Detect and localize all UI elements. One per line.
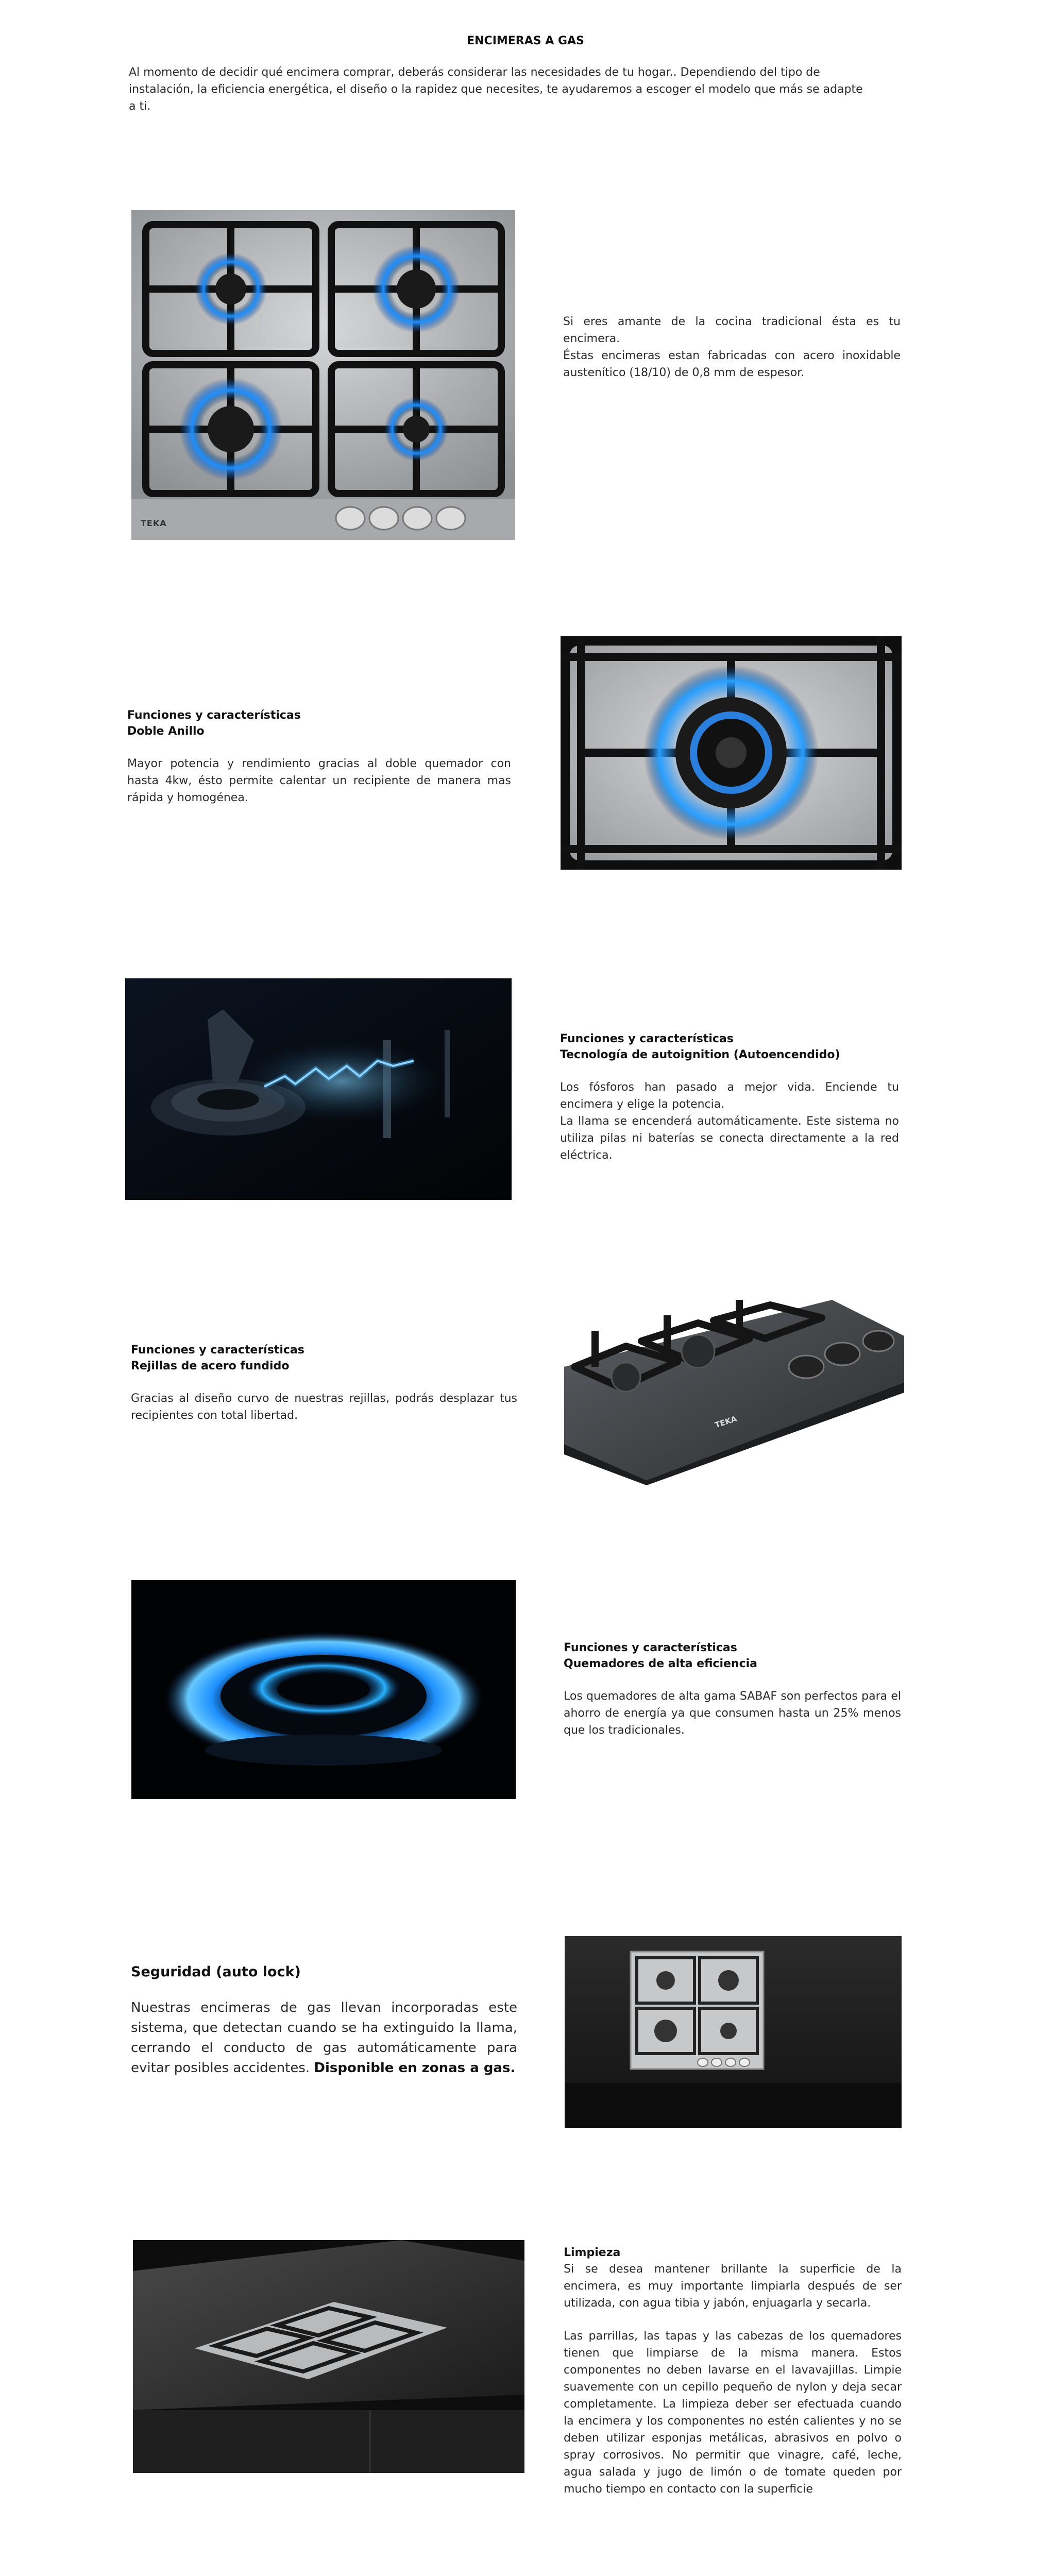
section-heading: Rejillas de acero fundido — [131, 1360, 290, 1372]
intro-product-text — [563, 313, 901, 381]
section-body-1: Los fósforos han pasado a mejor vida. Enciende tu encimera y elige la potencia. — [560, 1081, 899, 1111]
section-heading: Quemadores de alta eficiencia — [564, 1657, 757, 1670]
section-heading: Doble Anillo — [127, 725, 205, 738]
seguridad-text — [131, 1962, 517, 2078]
section-heading: Seguridad (auto lock) — [131, 1964, 301, 1980]
section-body-1: Si se desea mantener brillante la superficie de la encimera, es muy importante limpiarla después de ser utilizada, con agua tibia y jabón, enjuagarla y secarla. — [564, 2263, 902, 2310]
hob-dark-kitchen-image — [565, 1936, 902, 2128]
section-body: Gracias al diseño curvo de nuestras rejillas, podrás desplazar tus recipientes con total libertad. — [131, 1392, 517, 1422]
rejillas-text — [131, 1342, 517, 1424]
section-kicker: Funciones y características — [560, 1032, 734, 1045]
brand-logo: TEKA — [714, 1414, 738, 1430]
section-kicker: Funciones y características — [564, 1641, 737, 1654]
intro-product-line1: Si eres amante de la cocina tradicional ésta es tu encimera. — [563, 315, 901, 345]
section-body-bold: Disponible en zonas a gas. — [314, 2060, 516, 2076]
autoignicion-text — [560, 1031, 899, 1164]
intro-product-line2: Éstas encimeras estan fabricadas con acero inoxidable austenítico (18/10) de 0,8 mm de espesor. — [563, 349, 901, 379]
ignition-spark-image — [125, 978, 512, 1200]
section-body: Los quemadores de alta gama SABAF son perfectos para el ahorro de energía ya que consumen hasta un 25% menos que los tradicionales. — [564, 1690, 901, 1737]
section-body-2: Las parrillas, las tapas y las cabezas de los quemadores tienen que limpiarse de la misma manera. Estos componentes no deben lavarse en el lavavajillas. Limpie suavemente con un cepillo pequeño de nylon y deja secar completamente. La limpieza deber ser efectuada cuando la encimera y los componentes no estén calientes y no se deben utilizar esponjas metálicas, abrasivos en polvo o spray corrosivos. No permitir que vinagre, café, leche, agua salada y jugo de limón o de tomate queden por mucho tiempo en contacto con la superficie — [564, 2330, 902, 2496]
section-body-text: Nuestras encimeras de gas llevan incorporadas este sistema, que detectan cuando se ha extinguido la llama, cerrando el conducto de gas automáticamente para evitar posibles accidentes. — [131, 2000, 517, 2076]
burner-closeup-image — [561, 636, 902, 870]
section-kicker: Funciones y características — [131, 1344, 304, 1357]
section-body-2: La llama se encenderá automáticamente. Este sistema no utiliza pilas ni baterías se conecta directamente a la red eléctrica. — [560, 1115, 899, 1162]
quemadores-text — [564, 1640, 901, 1739]
blue-flame-image — [131, 1580, 516, 1799]
doble-anillo-text — [127, 707, 511, 806]
cast-iron-grates-image — [564, 1290, 904, 1485]
limpieza-text — [564, 2245, 902, 2498]
section-heading: Tecnología de autoignition (Autoencendido) — [560, 1048, 840, 1061]
page-title: ENCIMERAS A GAS — [467, 35, 584, 47]
section-body — [131, 1998, 517, 2078]
section-heading: Limpieza — [564, 2246, 621, 2259]
hob-countertop-image — [133, 2240, 524, 2473]
brand-logo: TEKA — [141, 518, 167, 528]
intro-paragraph: Al momento de decidir qué encimera comprar, deberás considerar las necesidades de tu hogar.. Dependiendo del tipo de instalación, la eficiencia energética, el diseño o la rapidez que necesites, te ayudaremos a escoger el modelo que más se adapte a ti. — [129, 66, 863, 113]
gas-hob-image — [131, 210, 515, 540]
section-body: Mayor potencia y rendimiento gracias al doble quemador con hasta 4kw, ésto permite calentar un recipiente de manera mas rápida y homogénea. — [127, 757, 511, 804]
section-kicker: Funciones y características — [127, 709, 301, 722]
